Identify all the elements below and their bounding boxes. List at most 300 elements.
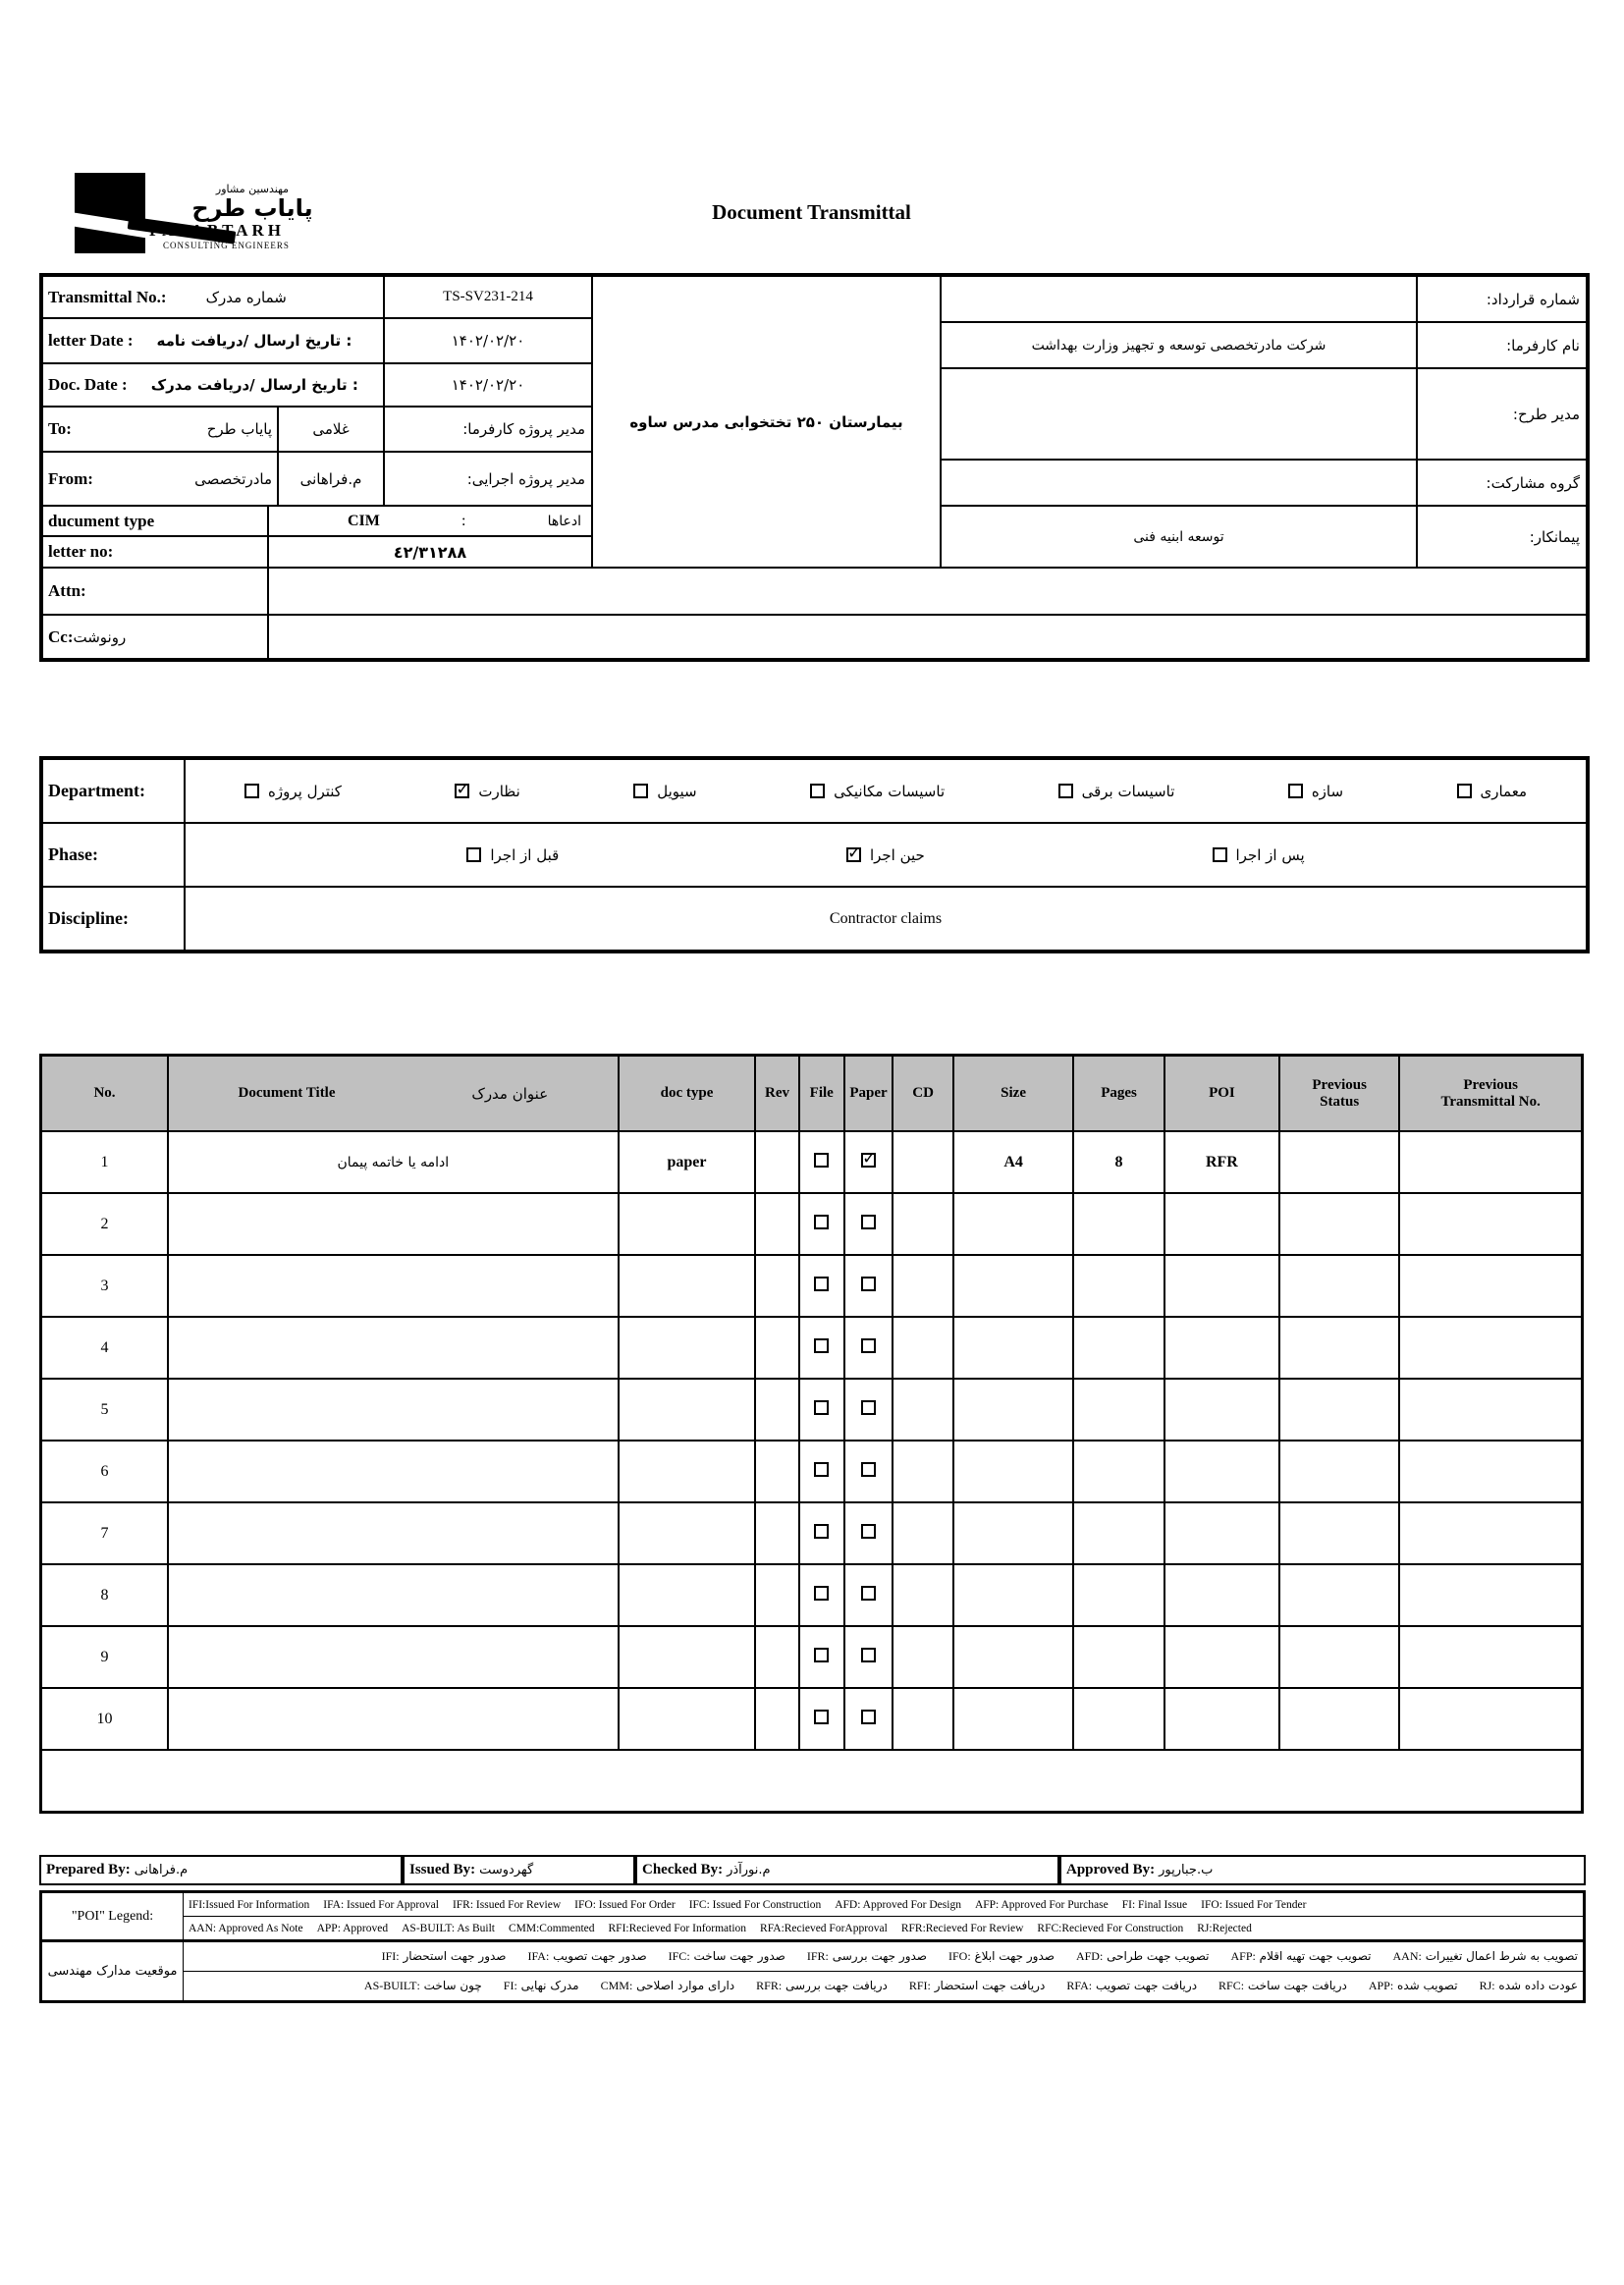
legend-item: AAN: Approved As Note	[189, 1922, 303, 1934]
legend-item: APP: Approved	[316, 1922, 389, 1934]
to-name: غلامی	[278, 407, 384, 452]
row-title	[168, 1441, 619, 1502]
row-poi	[1164, 1441, 1279, 1502]
row-poi	[1164, 1502, 1279, 1564]
partnership-value	[941, 460, 1417, 506]
cc-value	[268, 615, 1587, 659]
row-pages	[1073, 1626, 1164, 1688]
file-checkbox[interactable]	[814, 1153, 829, 1168]
issued-by-cell	[403, 1855, 635, 1885]
row-pages	[1073, 1502, 1164, 1564]
row-file-cell	[799, 1255, 844, 1317]
file-checkbox[interactable]	[814, 1215, 829, 1229]
row-prev-status	[1279, 1193, 1399, 1255]
col-rev: Rev	[755, 1056, 798, 1132]
file-checkbox[interactable]	[814, 1586, 829, 1601]
row-paper-cell	[844, 1441, 893, 1502]
row-rev	[755, 1626, 798, 1688]
paper-checkbox[interactable]	[861, 1277, 876, 1291]
doc-date-value: ۱۴۰۲/۰۲/۲۰	[384, 363, 592, 407]
col-prev-transmittal: Previous Transmittal No.	[1399, 1056, 1582, 1132]
row-pages: 8	[1073, 1131, 1164, 1193]
paper-checkbox[interactable]	[861, 1462, 876, 1477]
department-option	[633, 783, 696, 800]
department-checkbox[interactable]	[810, 784, 825, 798]
document-row	[41, 1441, 1583, 1502]
legend-item: RFI:Recieved For Information	[608, 1922, 747, 1934]
row-file-cell	[799, 1564, 844, 1626]
contract-no-value	[941, 276, 1417, 322]
phase-checkbox[interactable]	[466, 847, 481, 862]
row-paper-cell	[844, 1131, 893, 1193]
phase-option	[846, 846, 925, 864]
row-cd	[893, 1131, 953, 1193]
poi-legend-fa-label: موقعیت مدارک مهندسی	[41, 1941, 184, 2002]
department-checkbox[interactable]	[244, 784, 259, 798]
letter-no-value: ٤٢/٣١٢٨٨	[268, 536, 592, 568]
row-prev-status	[1279, 1379, 1399, 1441]
partnership-label: گروه مشارکت:	[1417, 460, 1587, 506]
file-checkbox[interactable]	[814, 1338, 829, 1353]
row-poi	[1164, 1626, 1279, 1688]
row-title	[168, 1193, 619, 1255]
document-row	[41, 1317, 1583, 1379]
row-paper-cell	[844, 1193, 893, 1255]
row-no: 4	[41, 1317, 169, 1379]
row-no: 3	[41, 1255, 169, 1317]
poi-legend-en-line1	[185, 1894, 1582, 1915]
legend-item-fa: تصویب به شرط اعمال تغییرات : AAN	[1393, 1949, 1578, 1964]
file-checkbox[interactable]	[814, 1400, 829, 1415]
row-pages	[1073, 1193, 1164, 1255]
row-prev-transmittal	[1399, 1626, 1582, 1688]
approved-by-cell	[1059, 1855, 1586, 1885]
row-rev	[755, 1193, 798, 1255]
row-prev-status	[1279, 1317, 1399, 1379]
paper-checkbox[interactable]	[861, 1153, 876, 1168]
row-size: A4	[953, 1131, 1073, 1193]
col-title-fa: عنوان مدرک	[471, 1084, 549, 1103]
legend-item: RFC:Recieved For Construction	[1037, 1922, 1184, 1934]
phase-checkbox[interactable]	[846, 847, 861, 862]
row-file-cell	[799, 1626, 844, 1688]
document-row	[41, 1131, 1583, 1193]
plan-manager-label: مدیر طرح:	[1417, 368, 1587, 460]
row-rev	[755, 1564, 798, 1626]
paper-checkbox[interactable]	[861, 1400, 876, 1415]
row-title	[168, 1626, 619, 1688]
to-value: پایاب طرح	[206, 420, 272, 438]
cc-label: Cc:	[48, 626, 74, 646]
col-title-en: Document Title	[238, 1085, 336, 1101]
row-prev-status	[1279, 1131, 1399, 1193]
row-rev	[755, 1317, 798, 1379]
row-title	[168, 1317, 619, 1379]
legend-item-fa: تصویب شده : APP	[1369, 1979, 1458, 1993]
row-cd	[893, 1502, 953, 1564]
legend-item-fa: دریافت جهت استحضار : RFI	[909, 1979, 1046, 1993]
row-prev-transmittal	[1399, 1193, 1582, 1255]
row-paper-cell	[844, 1317, 893, 1379]
row-file-cell	[799, 1502, 844, 1564]
file-checkbox[interactable]	[814, 1462, 829, 1477]
row-prev-status	[1279, 1688, 1399, 1750]
legend-item: IFI:Issued For Information	[189, 1898, 310, 1911]
legend-item: AS-BUILT: As Built	[402, 1922, 495, 1934]
row-doc-type	[619, 1626, 756, 1688]
row-doc-type	[619, 1564, 756, 1626]
contractor-value: توسعه ابنیه فنی	[941, 506, 1417, 568]
row-prev-transmittal	[1399, 1688, 1582, 1750]
row-pages	[1073, 1441, 1164, 1502]
row-title	[168, 1379, 619, 1441]
legend-item-fa: چون ساخت : AS-BUILT	[364, 1979, 482, 1993]
row-prev-transmittal	[1399, 1379, 1582, 1441]
col-pages: Pages	[1073, 1056, 1164, 1132]
row-paper-cell	[844, 1255, 893, 1317]
department-checkbox[interactable]	[1058, 784, 1073, 798]
plan-manager-value	[941, 368, 1417, 460]
to-fa-label: مدیر پروژه کارفرما:	[384, 407, 592, 452]
logo-en-name: PAYABTARH	[149, 221, 286, 240]
row-cd	[893, 1255, 953, 1317]
legend-item: RFA:Recieved ForApproval	[760, 1922, 888, 1934]
from-fa-label: مدیر پروژه اجرایی:	[384, 452, 592, 506]
phase-checkbox[interactable]	[1213, 847, 1227, 862]
row-doc-type: paper	[619, 1131, 756, 1193]
row-file-cell	[799, 1131, 844, 1193]
checked-by-value: م.نورآذر	[727, 1863, 771, 1877]
row-prev-status	[1279, 1255, 1399, 1317]
attn-value	[268, 568, 1587, 615]
row-doc-type	[619, 1502, 756, 1564]
row-prev-transmittal	[1399, 1441, 1582, 1502]
department-options	[186, 783, 1586, 800]
department-option-label: سیویل	[657, 782, 697, 800]
row-poi	[1164, 1317, 1279, 1379]
phase-option	[466, 846, 559, 864]
row-file-cell	[799, 1688, 844, 1750]
row-prev-transmittal	[1399, 1317, 1582, 1379]
document-row	[41, 1379, 1583, 1441]
signature-row	[39, 1855, 1586, 1885]
legend-item-fa: صدور جهت ساخت : IFC	[669, 1949, 785, 1964]
legend-item: IFO: Issued For Tender	[1201, 1898, 1307, 1911]
row-pages	[1073, 1688, 1164, 1750]
row-prev-transmittal	[1399, 1255, 1582, 1317]
row-paper-cell	[844, 1688, 893, 1750]
row-poi	[1164, 1379, 1279, 1441]
row-paper-cell	[844, 1564, 893, 1626]
department-option	[455, 783, 519, 800]
phase-options	[186, 846, 1586, 864]
document-row	[41, 1626, 1583, 1688]
row-size	[953, 1626, 1073, 1688]
page-title: Document Transmittal	[712, 200, 911, 224]
letter-date-label-fa: تاریخ ارسال /دریافت نامه :	[156, 332, 352, 350]
row-poi	[1164, 1688, 1279, 1750]
row-cd	[893, 1626, 953, 1688]
row-title	[168, 1502, 619, 1564]
row-rev	[755, 1502, 798, 1564]
row-doc-type	[619, 1441, 756, 1502]
document-row	[41, 1502, 1583, 1564]
row-prev-status	[1279, 1441, 1399, 1502]
file-checkbox[interactable]	[814, 1648, 829, 1662]
prepared-by-cell	[39, 1855, 403, 1885]
legend-item: AFD: Approved For Design	[835, 1898, 961, 1911]
legend-item: RJ:Rejected	[1197, 1922, 1252, 1934]
from-value: مادرتخصصی	[194, 469, 272, 488]
document-type-fa: ادعاها	[547, 513, 581, 529]
department-option	[1457, 783, 1528, 800]
row-poi: RFR	[1164, 1131, 1279, 1193]
logo-en-tagline: CONSULTING ENGINEERS	[163, 241, 290, 250]
row-paper-cell	[844, 1502, 893, 1564]
client-value: شرکت مادرتخصصی توسعه و تجهیز وزارت بهداشت	[941, 322, 1417, 368]
department-option	[810, 783, 945, 800]
row-pages	[1073, 1564, 1164, 1626]
department-checkbox[interactable]	[1288, 784, 1303, 798]
from-label: From:	[48, 468, 93, 488]
phase-option-label: قبل از اجرا	[490, 845, 560, 864]
legend-item: IFA: Issued For Approval	[323, 1898, 439, 1911]
row-cd	[893, 1441, 953, 1502]
row-size	[953, 1379, 1073, 1441]
department-option-label: سازه	[1311, 782, 1344, 800]
legend-item-fa: دارای موارد اصلاحی : CMM	[601, 1979, 735, 1993]
department-checkbox[interactable]	[633, 784, 648, 798]
row-prev-status	[1279, 1626, 1399, 1688]
phase-option-label: حین اجرا	[869, 845, 925, 864]
row-no: 6	[41, 1441, 169, 1502]
legend-item: IFR: Issued For Review	[452, 1898, 562, 1911]
row-paper-cell	[844, 1626, 893, 1688]
paper-checkbox[interactable]	[861, 1710, 876, 1724]
row-poi	[1164, 1193, 1279, 1255]
col-poi: POI	[1164, 1056, 1279, 1132]
row-rev	[755, 1688, 798, 1750]
paper-checkbox[interactable]	[861, 1648, 876, 1662]
row-title	[168, 1255, 619, 1317]
row-poi	[1164, 1255, 1279, 1317]
from-name: م.فراهانی	[278, 452, 384, 506]
col-prev-status: Previous Status	[1279, 1056, 1399, 1132]
department-option	[244, 783, 342, 800]
paper-checkbox[interactable]	[861, 1524, 876, 1539]
document-row	[41, 1255, 1583, 1317]
department-label: Department:	[42, 759, 185, 823]
file-checkbox[interactable]	[814, 1710, 829, 1724]
document-type-separator: :	[461, 512, 466, 529]
transmittal-info-table	[39, 273, 1590, 662]
department-option-label: کنترل پروژه	[268, 782, 342, 800]
logo-fa-name: پایاب طرح	[191, 194, 313, 222]
classification-table	[39, 756, 1590, 953]
row-file-cell	[799, 1317, 844, 1379]
legend-item-fa: تصویب جهت طراحی : AFD	[1076, 1949, 1210, 1964]
attn-label: Attn:	[48, 581, 86, 600]
row-file-cell	[799, 1379, 844, 1441]
row-title: ادامه یا خاتمه پیمان	[168, 1131, 619, 1193]
poi-legend-table	[39, 1890, 1586, 2003]
document-row	[41, 1193, 1583, 1255]
row-no: 2	[41, 1193, 169, 1255]
col-doc-type: doc type	[619, 1056, 756, 1132]
issued-by-value: گهردوست	[479, 1863, 534, 1877]
row-no: 9	[41, 1626, 169, 1688]
legend-item-fa: صدور جهت تصویب : IFA	[528, 1949, 647, 1964]
contract-no-label: شماره قرارداد:	[1417, 276, 1587, 322]
legend-item-fa: صدور جهت بررسی : IFR	[807, 1949, 927, 1964]
row-title	[168, 1688, 619, 1750]
checked-by-label: Checked By:	[642, 1862, 724, 1877]
row-prev-transmittal	[1399, 1502, 1582, 1564]
letter-date-label: letter Date :	[48, 331, 134, 350]
letter-no-label: letter no:	[48, 542, 114, 561]
col-paper: Paper	[844, 1056, 893, 1132]
col-title	[168, 1056, 619, 1132]
table-footer-space	[41, 1750, 1583, 1812]
doc-date-label-fa: تاریخ ارسال /دریافت مدرک :	[150, 376, 358, 394]
department-option	[1058, 783, 1175, 800]
row-no: 10	[41, 1688, 169, 1750]
legend-item-fa: دریافت جهت بررسی : RFR	[756, 1979, 888, 1993]
checked-by-cell	[635, 1855, 1059, 1885]
row-pages	[1073, 1317, 1164, 1379]
row-prev-status	[1279, 1502, 1399, 1564]
poi-legend-label: "POI" Legend:	[41, 1892, 184, 1941]
row-prev-transmittal	[1399, 1564, 1582, 1626]
row-pages	[1073, 1255, 1164, 1317]
row-cd	[893, 1317, 953, 1379]
document-row	[41, 1564, 1583, 1626]
legend-item: IFC: Issued For Construction	[688, 1898, 822, 1911]
discipline-label: Discipline:	[42, 887, 185, 951]
col-size: Size	[953, 1056, 1073, 1132]
row-doc-type	[619, 1317, 756, 1379]
cc-label-fa: رونوشت	[73, 627, 127, 646]
phase-option-label: پس از اجرا	[1235, 845, 1305, 864]
poi-legend-en-line2	[185, 1918, 1582, 1938]
legend-item: CMM:Commented	[508, 1922, 595, 1934]
col-cd: CD	[893, 1056, 953, 1132]
legend-item: AFP: Approved For Purchase	[974, 1898, 1109, 1911]
department-checkbox[interactable]	[1457, 784, 1472, 798]
row-cd	[893, 1193, 953, 1255]
row-cd	[893, 1379, 953, 1441]
paper-checkbox[interactable]	[861, 1338, 876, 1353]
phase-label: Phase:	[42, 823, 185, 887]
department-option	[1288, 783, 1343, 800]
poi-legend-fa-line1	[185, 1943, 1582, 1970]
department-option-label: معماری	[1480, 782, 1527, 800]
client-label: نام کارفرما:	[1417, 322, 1587, 368]
transmittal-no-label: Transmittal No.:	[48, 287, 167, 306]
prepared-by-label: Prepared By:	[46, 1862, 131, 1877]
row-title	[168, 1564, 619, 1626]
row-rev	[755, 1255, 798, 1317]
row-doc-type	[619, 1255, 756, 1317]
department-checkbox[interactable]	[455, 784, 469, 798]
approved-by-label: Approved By:	[1066, 1862, 1156, 1877]
legend-item-fa: عودت داده شده : RJ	[1480, 1979, 1578, 1993]
to-label: To:	[48, 419, 72, 438]
poi-legend-fa-line2	[185, 1973, 1582, 1999]
document-type-label: ducument type	[48, 511, 155, 530]
contractor-label: پیمانکار:	[1417, 506, 1587, 568]
legend-item-fa: صدور جهت استحضار : IFI	[382, 1949, 507, 1964]
row-size	[953, 1255, 1073, 1317]
legend-item-fa: تصویب جهت تهیه اقلام : AFP	[1230, 1949, 1371, 1964]
row-size	[953, 1564, 1073, 1626]
paper-checkbox[interactable]	[861, 1215, 876, 1229]
department-option-label: تاسیسات برقی	[1081, 782, 1175, 800]
transmittal-no-label-fa: شماره مدرک	[205, 288, 287, 306]
department-option-label: نظارت	[478, 782, 520, 800]
row-no: 5	[41, 1379, 169, 1441]
row-no: 1	[41, 1131, 169, 1193]
document-row	[41, 1688, 1583, 1750]
department-option-label: تاسیسات مکانیکی	[834, 782, 946, 800]
prepared-by-value: م.فراهانی	[134, 1863, 189, 1877]
legend-item: IFO: Issued For Order	[574, 1898, 676, 1911]
row-no: 8	[41, 1564, 169, 1626]
legend-item-fa: صدور جهت ابلاغ : IFO	[948, 1949, 1055, 1964]
logo-fa-tagline: مهندسین مشاور	[215, 183, 290, 195]
row-size	[953, 1441, 1073, 1502]
row-doc-type	[619, 1688, 756, 1750]
row-size	[953, 1317, 1073, 1379]
row-rev	[755, 1131, 798, 1193]
row-rev	[755, 1379, 798, 1441]
row-no: 7	[41, 1502, 169, 1564]
paper-checkbox[interactable]	[861, 1586, 876, 1601]
row-cd	[893, 1564, 953, 1626]
document-list-table	[39, 1054, 1584, 1814]
file-checkbox[interactable]	[814, 1277, 829, 1291]
row-paper-cell	[844, 1379, 893, 1441]
file-checkbox[interactable]	[814, 1524, 829, 1539]
row-rev	[755, 1441, 798, 1502]
approved-by-value: ب.جبارپور	[1159, 1863, 1214, 1877]
row-poi	[1164, 1564, 1279, 1626]
row-size	[953, 1193, 1073, 1255]
legend-item: FI: Final Issue	[1121, 1898, 1188, 1911]
legend-item-fa: دریافت جهت ساخت : RFC	[1218, 1979, 1347, 1993]
transmittal-no-value: TS-SV231-214	[384, 276, 592, 318]
row-file-cell	[799, 1193, 844, 1255]
row-prev-transmittal	[1399, 1131, 1582, 1193]
row-doc-type	[619, 1193, 756, 1255]
row-file-cell	[799, 1441, 844, 1502]
legend-item-fa: مدرک نهایی : FI	[504, 1979, 579, 1993]
issued-by-label: Issued By:	[409, 1862, 476, 1877]
row-size	[953, 1688, 1073, 1750]
table-header-row	[41, 1056, 1583, 1132]
row-doc-type	[619, 1379, 756, 1441]
letter-date-value: ۱۴۰۲/۰۲/۲۰	[384, 318, 592, 363]
document-type-code: CIM	[348, 512, 380, 529]
row-size	[953, 1502, 1073, 1564]
row-cd	[893, 1688, 953, 1750]
legend-item-fa: دریافت جهت تصویب : RFA	[1066, 1979, 1197, 1993]
phase-option	[1213, 846, 1305, 864]
doc-date-label: Doc. Date :	[48, 375, 128, 394]
row-prev-status	[1279, 1564, 1399, 1626]
col-file: File	[799, 1056, 844, 1132]
legend-item: RFR:Recieved For Review	[900, 1922, 1024, 1934]
